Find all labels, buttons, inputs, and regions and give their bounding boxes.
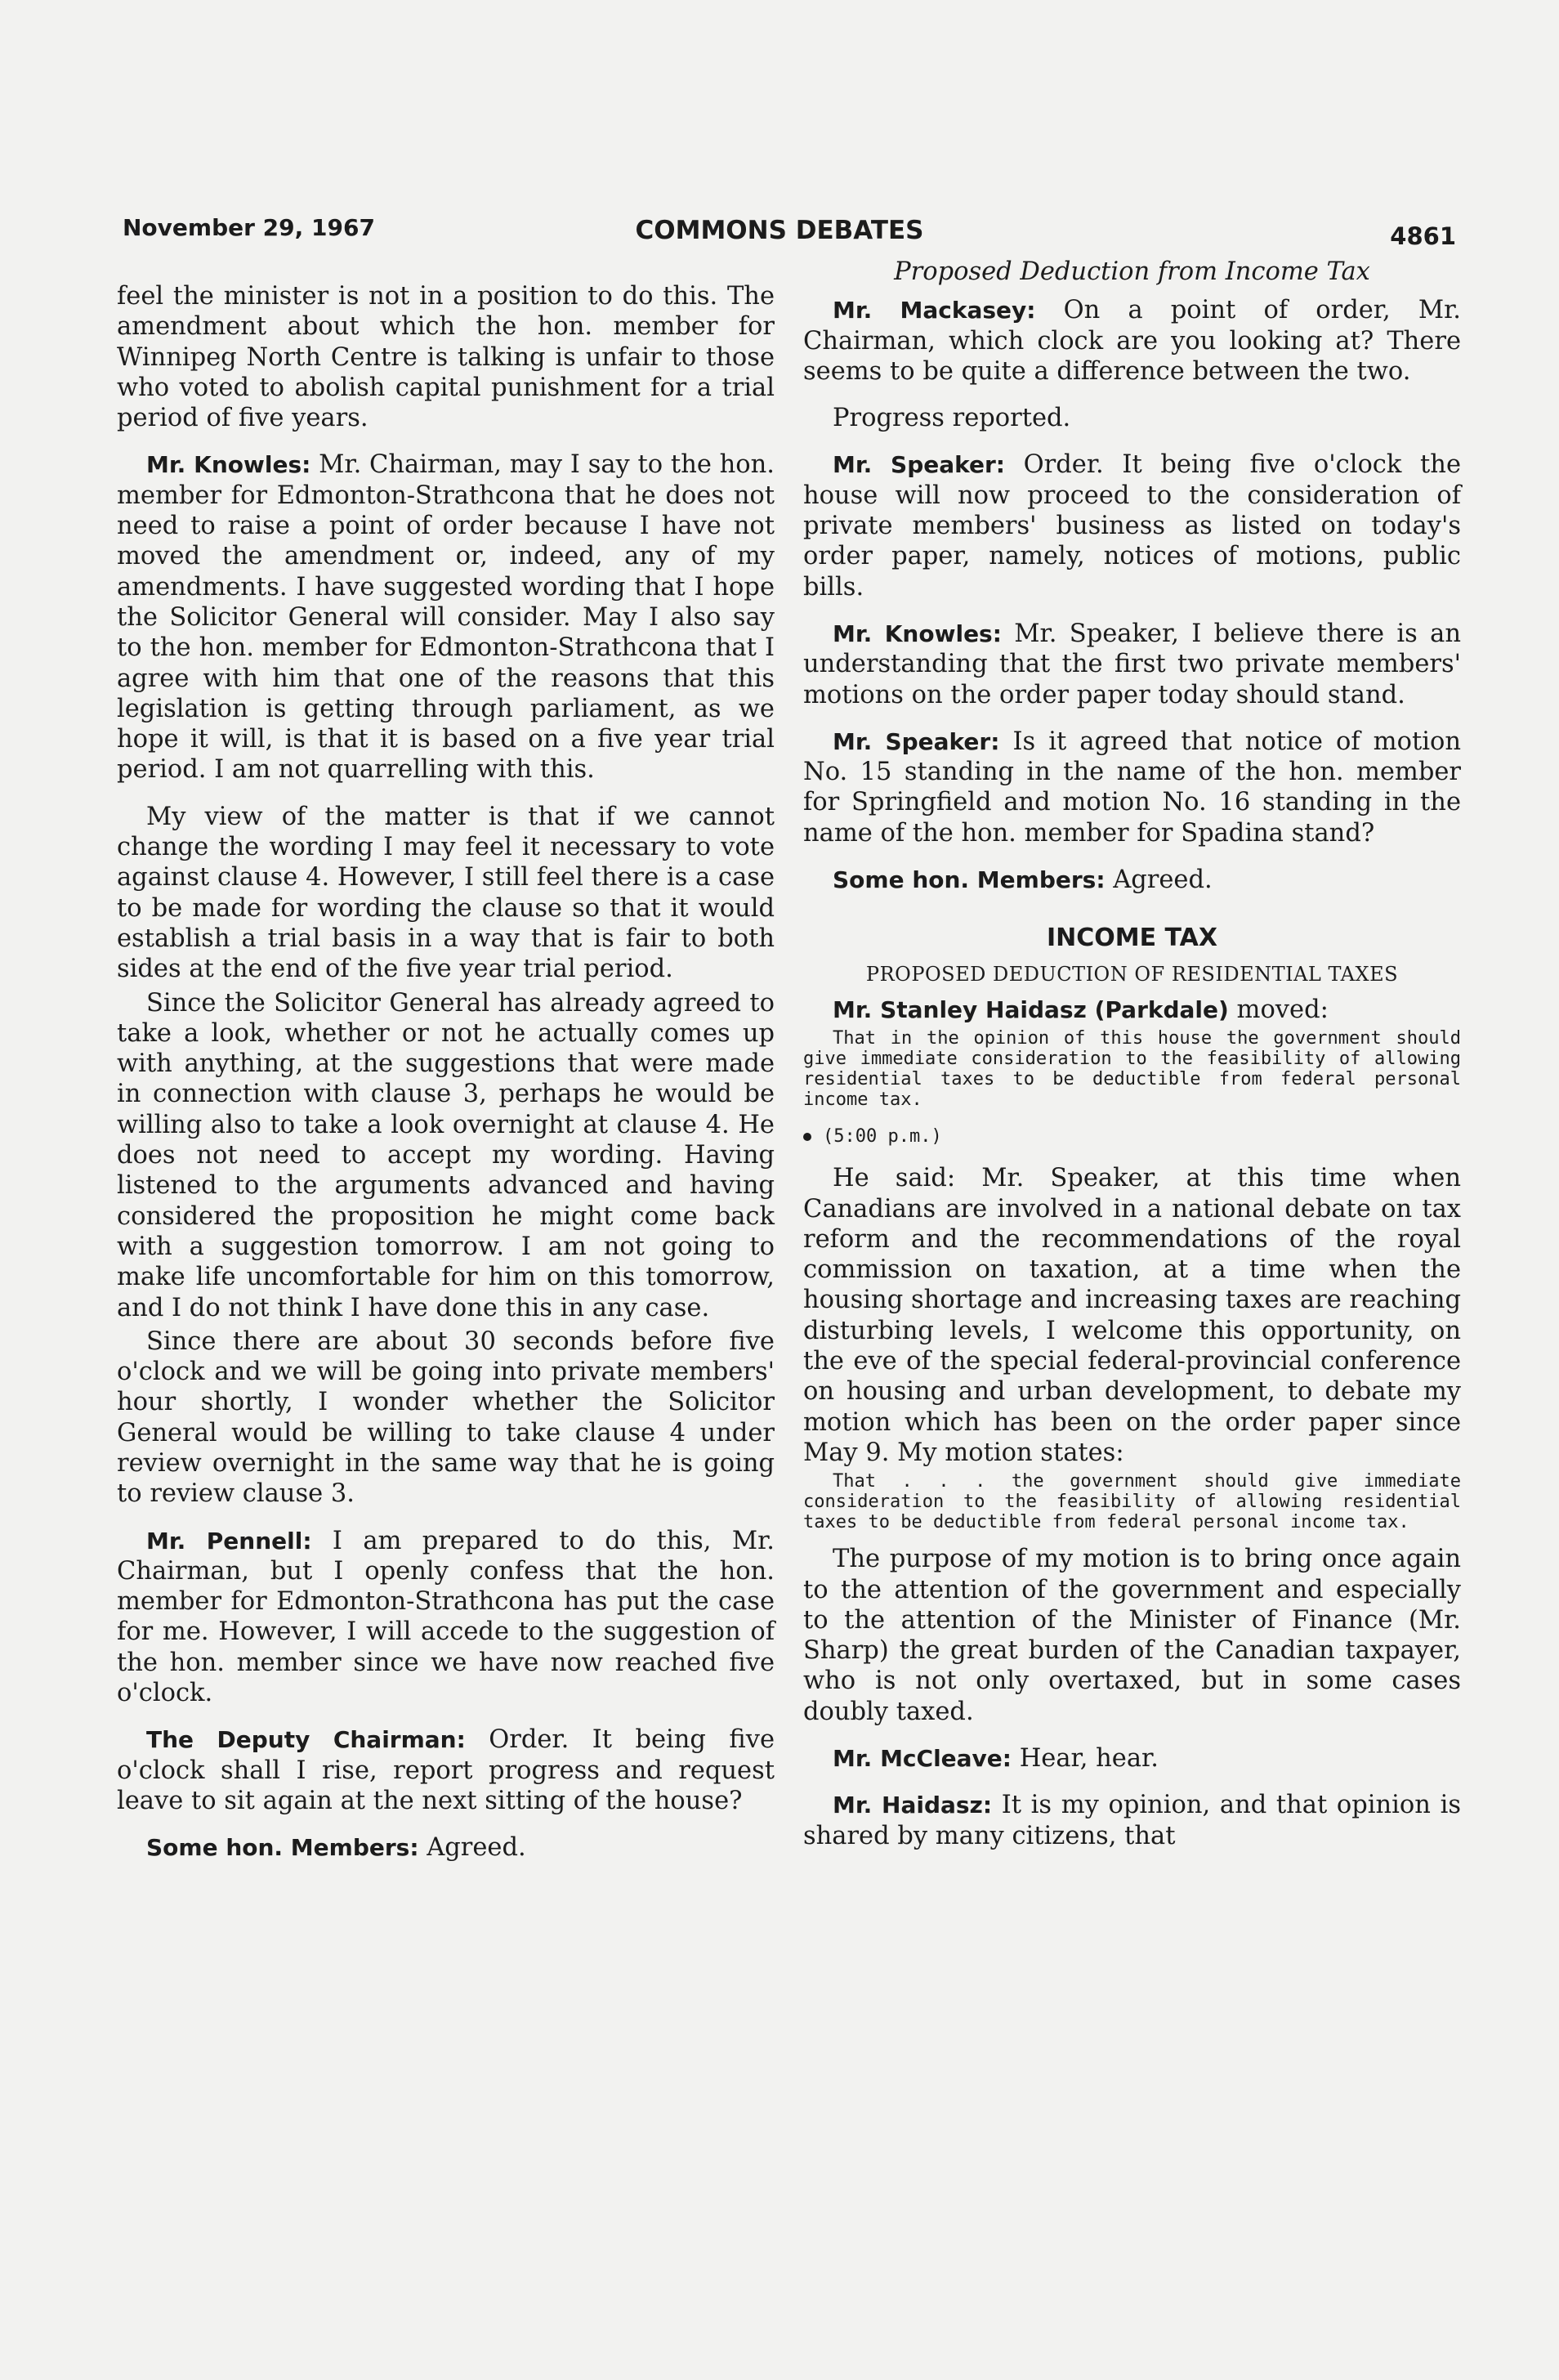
paragraph: [803, 1790, 1461, 1851]
motion-text: That . . . the government should give immediate consideration to the feasibility of allowing residential taxes to be deductible from federal personal income tax.: [803, 1471, 1461, 1533]
section-title: INCOME TAX: [1046, 924, 1218, 953]
speaker-name: Mr. Knowles:: [146, 451, 311, 479]
speech-text: I am prepared to do this, Mr. Chairman, but I openly confess that the hon. member for Edmonton-Strathcona has put the case for me. However, I will accede to the suggestion of the hon. member since we have now reached five o'clock.: [117, 1526, 775, 1708]
speaker-name: The Deputy Chairman:: [146, 1726, 466, 1754]
paragraph: [803, 865, 1461, 895]
speech-text: It is my opinion, and that opinion is shared by many citizens, that: [803, 1791, 1461, 1850]
paragraph: [803, 1743, 1461, 1774]
time-marker: [803, 1121, 1461, 1152]
paragraph: [803, 995, 1461, 1025]
paragraph: [803, 727, 1461, 848]
paragraph: [117, 450, 775, 785]
paragraph: feel the minister is not in a position to do this. The amendment about which the hon. member for Winnipeg North Centre is talking is unfair to those who voted to abolish capital punishment for a trial period of five years.: [117, 282, 775, 433]
paragraph: My view of the matter is that if we cannot change the wording I may feel it necessary to vote against clause 4. However, I still feel there is a case to be made for wording the clause so that it would establish a trial basis in a way that is fair to both sides at the end of the five year trial period.: [117, 802, 775, 984]
speech-text: Mr. Chairman, may I say to the hon. member for Edmonton-Strathcona that he does not need to raise a point of order because I have not moved the amendment or, indeed, any of my amendments. I have suggested wording that I hope the Solicitor General will consider. May I also say to the hon. member for Edmonton-Strathcona that I agree with him that one of the reasons that this legislation is getting through parliament, as we hope it will, is that it is based on a five year trial period. I am not quarrelling with this.: [117, 450, 775, 785]
speech-text: Order. It being five o'clock shall I rise, report progress and request leave to sit again at the next sitting of the house?: [117, 1725, 775, 1815]
speaker-name: Mr. Haidasz:: [833, 1792, 993, 1819]
header-date: November 29, 1967: [123, 214, 375, 241]
speech-text: Agreed.: [418, 1833, 526, 1863]
speech-text: Is it agreed that notice of motion No. 15 standing in the name of the hon. member for Springfield and motion No. 16 standing in the name of the hon. member for Spadina stand?: [803, 727, 1461, 848]
header-title: COMMONS DEBATES: [635, 216, 924, 245]
paragraph: [803, 295, 1461, 387]
speech-text: Order. It being five o'clock the house will now proceed to the consideration of private members' business as listed on today's order paper, namely, notices of motions, public bills.: [803, 450, 1461, 602]
speaker-name: Mr. Pennell:: [146, 1527, 312, 1555]
speaker-name: Mr. Knowles:: [833, 620, 1002, 647]
speaker-name: Mr. Speaker:: [833, 451, 1005, 479]
speaker-name: Mr. Speaker:: [833, 727, 1000, 755]
bullet-icon: [803, 1133, 811, 1141]
paragraph: Since there are about 30 seconds before five o'clock and we will be going into private members' hour shortly, I wonder whether the Solicitor General would be willing to take clause 4 under review overnight in the same way that he is going to review clause 3.: [117, 1326, 775, 1509]
speaker-name: Some hon. Members:: [146, 1834, 419, 1862]
speaker-name: Mr. Mackasey:: [833, 297, 1036, 324]
paragraph: Progress reported.: [833, 404, 1071, 433]
speech-text: moved:: [1228, 995, 1329, 1024]
left-column: [117, 281, 775, 1880]
section-subtitle: PROPOSED DEDUCTION OF RESIDENTIAL TAXES: [865, 962, 1399, 986]
speech-text: Mr. Speaker, I believe there is an understanding that the first two private members' motions on the order paper today should stand.: [803, 619, 1461, 709]
speaker-name: Mr. McCleave:: [833, 1744, 1012, 1772]
paragraph: [803, 450, 1461, 602]
speaker-name: Mr. Stanley Haidasz (Parkdale): [833, 995, 1229, 1023]
speech-text: Agreed.: [1105, 866, 1213, 895]
right-column: [803, 245, 1461, 1868]
paragraph: [117, 1832, 775, 1863]
paragraph: Since the Solicitor General has already agreed to take a look, whether or not he actually comes up with anything, at the suggestions that were made in connection with clause 3, perhaps he would be willing also to take a look overnight at clause 4. He does not need to accept my wording. Having listened to the arguments advanced and having considered the proposition he might come back with a suggestion tomorrow. I am not going to make life uncomfortable for him on this tomorrow, and I do not think I have done this in any case.: [117, 988, 775, 1322]
paragraph: The purpose of my motion is to bring once again to the attention of the government and especially to the attention of the Minister of Finance (Mr. Sharp) the great burden of the Canadian taxpayer, who is not only overtaxed, but in some cases doubly taxed.: [803, 1545, 1461, 1726]
paragraph: [117, 1725, 775, 1816]
paragraph: [117, 1526, 775, 1709]
paragraph: He said: Mr. Speaker, at this time when Canadians are involved in a national debate on tax reform and the recommendations of the royal commission on taxation, at a time when the housing shortage and increasing taxes are reaching disturbing levels, I welcome this opportunity, on the eve of the special federal-provincial conference on housing and urban development, to debate my motion which has been on the order paper since May 9. My motion states:: [803, 1164, 1461, 1467]
page-number: 4861: [1390, 222, 1456, 250]
paragraph: [803, 619, 1461, 710]
speech-text: On a point of order, Mr. Chairman, which clock are you looking at? There seems to be quite a difference between the two.: [803, 296, 1461, 386]
motion-text: That in the opinion of this house the government should give immediate consideration to the feasibility of allowing residential taxes to be deductible from federal personal income tax.: [803, 1027, 1461, 1110]
speech-text: Hear, hear.: [1012, 1743, 1159, 1773]
speaker-name: Some hon. Members:: [833, 866, 1106, 894]
running-head: Proposed Deduction from Income Tax: [894, 257, 1370, 286]
time-text: (5:00 p.m.): [823, 1125, 942, 1147]
